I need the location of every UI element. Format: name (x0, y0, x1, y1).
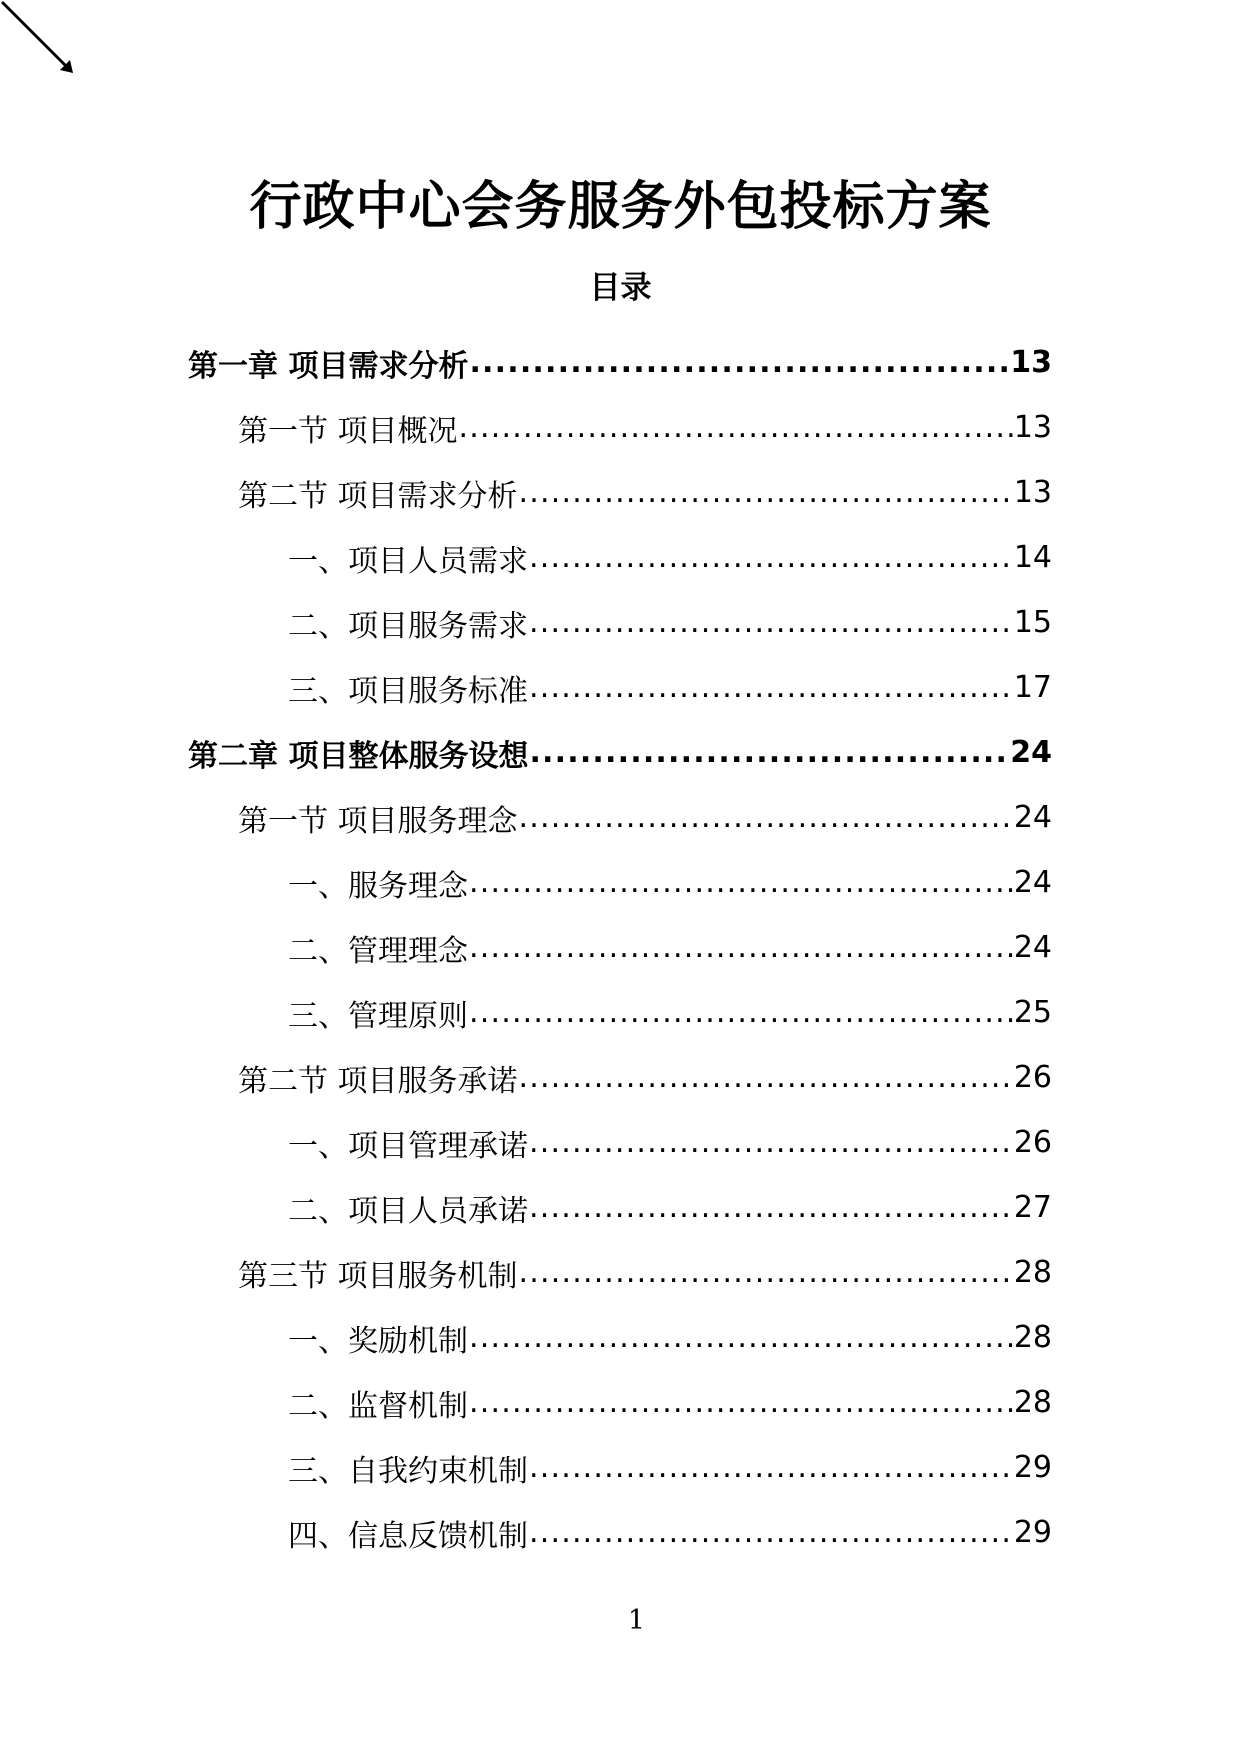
table-of-contents (0, 330, 1241, 1565)
toc-entry[interactable] (0, 1045, 1241, 1110)
toc-entry-label: 一、服务理念 (288, 868, 468, 904)
toc-entry-label: 第三节 项目服务机制 (238, 1258, 518, 1294)
toc-entry-page: 13 (1010, 345, 1052, 380)
toc-entry[interactable] (0, 980, 1241, 1045)
toc-entry-page: 15 (1013, 605, 1052, 640)
toc-entry[interactable] (0, 460, 1241, 525)
toc-entry[interactable] (0, 1435, 1241, 1500)
toc-entry-page: 28 (1013, 1385, 1052, 1420)
toc-entry-label: 第二节 项目服务承诺 (238, 1063, 518, 1099)
toc-entry-label: 第一章 项目需求分析 (188, 348, 469, 384)
toc-dot-leader (469, 995, 1013, 1030)
toc-entry[interactable] (0, 720, 1241, 785)
toc-entry-label: 第一节 项目概况 (238, 413, 458, 449)
toc-dot-leader (469, 1385, 1013, 1420)
toc-entry-label: 三、管理原则 (288, 998, 468, 1034)
toc-entry-page: 13 (1013, 475, 1052, 510)
toc-entry-label: 二、项目人员承诺 (288, 1193, 528, 1229)
toc-entry-label: 第二章 项目整体服务设想 (188, 738, 529, 774)
toc-entry-page: 13 (1013, 410, 1052, 445)
toc-entry-page: 24 (1013, 800, 1052, 835)
toc-entry[interactable] (0, 785, 1241, 850)
page-number: 1 (627, 1605, 646, 1636)
toc-entry[interactable] (0, 395, 1241, 460)
toc-entry-page: 25 (1013, 995, 1052, 1030)
toc-entry[interactable] (0, 1110, 1241, 1175)
toc-entry-label: 一、奖励机制 (288, 1323, 468, 1359)
toc-entry[interactable] (0, 525, 1241, 590)
toc-entry-page: 29 (1013, 1515, 1052, 1550)
toc-dot-leader (529, 1125, 1013, 1160)
toc-entry[interactable] (0, 850, 1241, 915)
toc-entry-label: 三、项目服务标准 (288, 673, 528, 709)
toc-dot-leader (529, 1450, 1013, 1485)
toc-entry-page: 26 (1013, 1125, 1052, 1160)
toc-dot-leader (519, 1060, 1013, 1095)
toc-entry[interactable] (0, 1500, 1241, 1565)
toc-entry[interactable] (0, 1305, 1241, 1370)
toc-dot-leader (529, 1515, 1013, 1550)
toc-entry-label: 三、自我约束机制 (288, 1453, 528, 1489)
toc-entry[interactable] (0, 590, 1241, 655)
toc-entry[interactable] (0, 1370, 1241, 1435)
toc-entry-page: 28 (1013, 1320, 1052, 1355)
toc-dot-leader (529, 605, 1013, 640)
toc-entry-label: 一、项目管理承诺 (288, 1128, 528, 1164)
toc-dot-leader (529, 1190, 1013, 1225)
toc-entry-label: 第二节 项目需求分析 (238, 478, 518, 514)
toc-dot-leader (519, 800, 1013, 835)
toc-entry-page: 27 (1013, 1190, 1052, 1225)
toc-entry[interactable] (0, 330, 1241, 395)
toc-dot-leader (519, 475, 1013, 510)
toc-entry[interactable] (0, 1240, 1241, 1305)
toc-entry-page: 29 (1013, 1450, 1052, 1485)
toc-entry-page: 28 (1013, 1255, 1052, 1290)
toc-entry-page: 14 (1013, 540, 1052, 575)
toc-entry-label: 二、监督机制 (288, 1388, 468, 1424)
toc-entry[interactable] (0, 915, 1241, 980)
toc-entry-page: 24 (1010, 735, 1052, 770)
toc-entry[interactable] (0, 655, 1241, 720)
toc-entry-label: 四、信息反馈机制 (288, 1518, 528, 1554)
toc-dot-leader (519, 1255, 1013, 1290)
toc-entry-page: 17 (1013, 670, 1052, 705)
toc-entry-label: 第一节 项目服务理念 (238, 803, 518, 839)
toc-dot-leader (469, 345, 1009, 380)
toc-dot-leader (469, 865, 1013, 900)
toc-dot-leader (469, 930, 1013, 965)
corner-arrow-icon (0, 0, 80, 80)
toc-entry-label: 二、管理理念 (288, 933, 468, 969)
document-title: 行政中心会务服务外包投标方案 (249, 177, 992, 237)
toc-dot-leader (529, 540, 1013, 575)
toc-dot-leader (459, 410, 1013, 445)
toc-entry-label: 二、项目服务需求 (288, 608, 528, 644)
toc-dot-leader (529, 735, 1009, 770)
toc-entry-label: 一、项目人员需求 (288, 543, 528, 579)
toc-heading: 目录 (589, 270, 652, 306)
toc-entry-page: 24 (1013, 930, 1052, 965)
toc-dot-leader (529, 670, 1013, 705)
toc-dot-leader (469, 1320, 1013, 1355)
toc-entry-page: 26 (1013, 1060, 1052, 1095)
toc-entry[interactable] (0, 1175, 1241, 1240)
toc-entry-page: 24 (1013, 865, 1052, 900)
